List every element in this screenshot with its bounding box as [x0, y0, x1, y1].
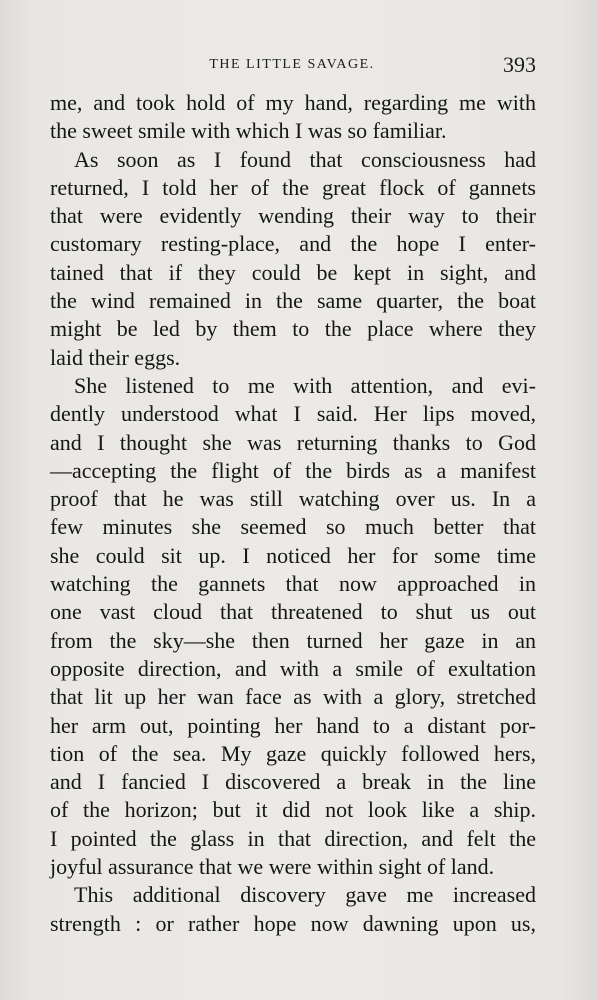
- text-line: from the sky—she then turned her gaze in an: [50, 627, 536, 653]
- running-head: [48, 52, 536, 77]
- text-line: customary resting-place, and the hope I enter-: [50, 231, 536, 257]
- text-line: the sweet smile with which I was so familiar.: [50, 118, 447, 144]
- text-line: tion of the sea. My gaze quickly followed hers,: [50, 740, 536, 766]
- text-line: that were evidently wending their way to their: [50, 203, 536, 229]
- paragraph-first-line: This additional discovery gave me increased: [74, 882, 536, 908]
- text-line: one vast cloud that threatened to shut us out: [50, 599, 536, 625]
- running-title: THE LITTLE SAVAGE.: [209, 57, 375, 72]
- page-number: 393: [503, 52, 536, 77]
- text-line: and I fancied I discovered a break in the line: [50, 769, 536, 795]
- text-line: opposite direction, and with a smile of exultation: [50, 655, 536, 681]
- text-line: dently understood what I said. Her lips moved,: [50, 401, 536, 427]
- text-line: laid their eggs.: [50, 344, 181, 370]
- text-line: me, and took hold of my hand, regarding me with: [50, 90, 536, 115]
- text-line: of the horizon; but it did not look like a ship.: [50, 797, 536, 823]
- text-line: returned, I told her of the great flock of gannets: [50, 174, 536, 200]
- text-line: joyful assurance that we were within sight of land.: [50, 854, 495, 880]
- paragraph-first-line: As soon as I found that consciousness had: [74, 146, 536, 172]
- paragraph-first-line: She listened to me with attention, and evi-: [74, 372, 536, 398]
- text-line: her arm out, pointing her hand to a distant por-: [50, 712, 536, 738]
- text-line: strength : or rather hope now dawning upon us,: [50, 910, 536, 936]
- text-line: few minutes she seemed so much better that: [50, 514, 536, 540]
- text-line: the wind remained in the same quarter, the boat: [50, 288, 536, 314]
- text-line: —accepting the flight of the birds as a manifest: [50, 457, 536, 483]
- text-line: tained that if they could be kept in sight, and: [50, 259, 536, 285]
- body-text: [50, 89, 536, 938]
- text-line: she could sit up. I noticed her for some time: [50, 542, 536, 568]
- text-line: that lit up her wan face as with a glory, stretched: [50, 684, 536, 710]
- text-line: I pointed the glass in that direction, and felt the: [50, 825, 536, 851]
- text-line: watching the gannets that now approached in: [50, 571, 536, 597]
- text-line: and I thought she was returning thanks to God: [50, 429, 536, 455]
- text-line: might be led by them to the place where they: [50, 316, 536, 342]
- text-line: proof that he was still watching over us. In a: [50, 486, 536, 512]
